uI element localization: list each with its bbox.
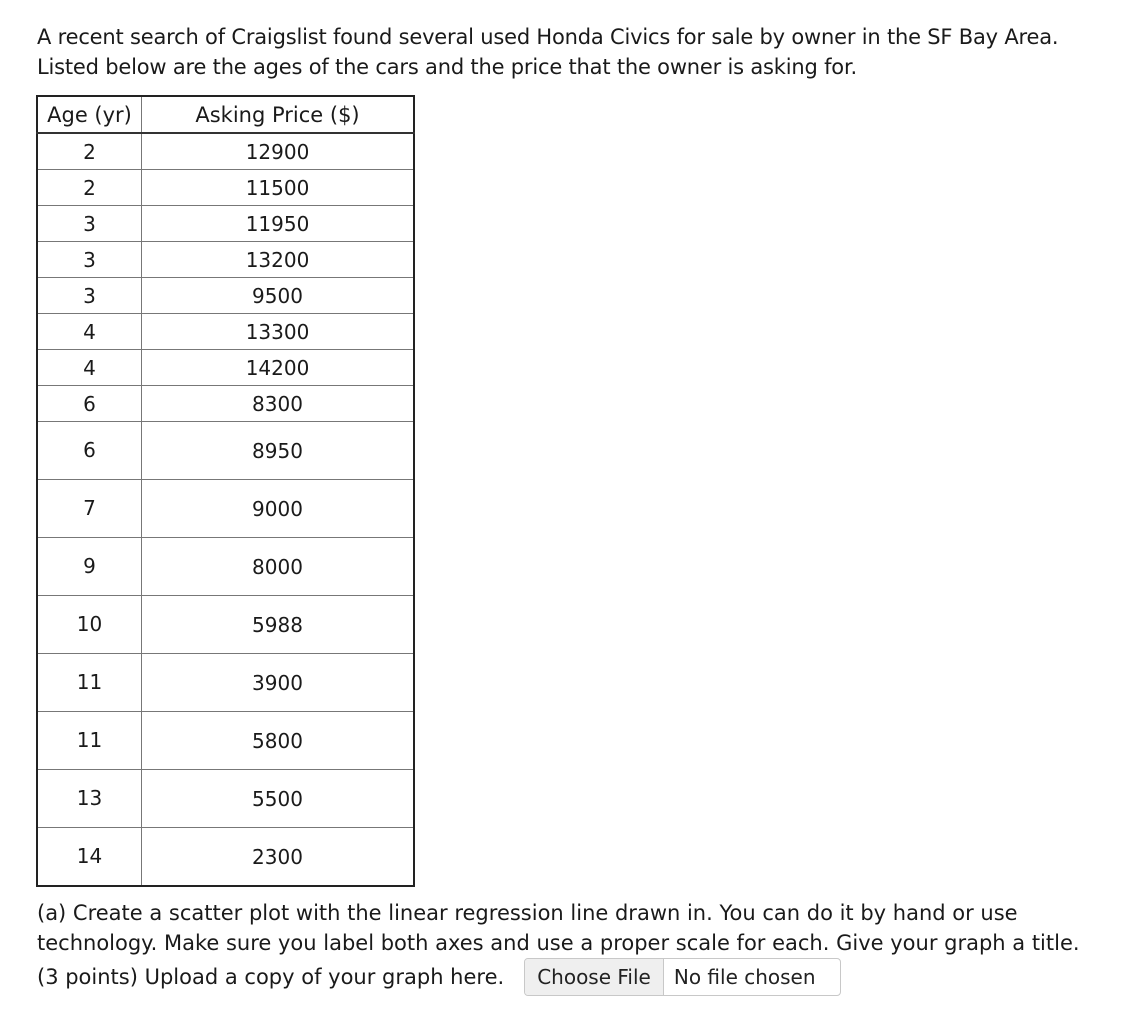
price-cell: 8950	[142, 422, 415, 480]
table-row	[37, 278, 414, 314]
price-cell: 9000	[142, 480, 415, 538]
table-row	[37, 133, 414, 170]
question-part-a	[37, 898, 1127, 958]
price-cell: 3900	[142, 654, 415, 712]
age-cell: 11	[37, 712, 142, 770]
age-cell: 4	[37, 314, 142, 350]
price-cell: 8300	[142, 386, 415, 422]
table-row	[37, 770, 414, 828]
age-cell: 2	[37, 170, 142, 206]
age-cell: 11	[37, 654, 142, 712]
table-row	[37, 170, 414, 206]
price-cell: 12900	[142, 133, 415, 170]
price-cell: 5800	[142, 712, 415, 770]
table-row	[37, 480, 414, 538]
table-row	[37, 712, 414, 770]
column-header-age: Age (yr)	[37, 96, 142, 133]
file-upload-input[interactable]	[524, 958, 840, 996]
question-line-1: (a) Create a scatter plot with the linear regression line drawn in. You can do it by hand or use	[37, 901, 1018, 925]
table-row	[37, 538, 414, 596]
table-row	[37, 596, 414, 654]
age-cell: 10	[37, 596, 142, 654]
age-cell: 6	[37, 422, 142, 480]
table-row	[37, 314, 414, 350]
age-cell: 6	[37, 386, 142, 422]
price-cell: 5988	[142, 596, 415, 654]
intro-line-1: A recent search of Craigslist found several used Honda Civics for sale by owner in the SF Bay Area.	[37, 25, 1059, 49]
problem-intro	[37, 22, 1127, 82]
table-row	[37, 654, 414, 712]
table-header-row	[37, 96, 414, 133]
table-row	[37, 242, 414, 278]
table-row	[37, 386, 414, 422]
price-cell: 11950	[142, 206, 415, 242]
upload-row	[37, 958, 841, 996]
age-cell: 4	[37, 350, 142, 386]
age-cell: 9	[37, 538, 142, 596]
price-cell: 11500	[142, 170, 415, 206]
upload-label: (3 points) Upload a copy of your graph here.	[37, 965, 505, 989]
price-cell: 2300	[142, 828, 415, 887]
table-row	[37, 828, 414, 887]
price-cell: 9500	[142, 278, 415, 314]
file-status-text: No file chosen	[673, 965, 816, 989]
age-cell: 3	[37, 242, 142, 278]
price-cell: 13200	[142, 242, 415, 278]
column-header-price: Asking Price ($)	[142, 96, 415, 133]
choose-file-button[interactable]: Choose File	[525, 959, 664, 995]
intro-line-2: Listed below are the ages of the cars and the price that the owner is asking for.	[37, 55, 857, 79]
price-cell: 13300	[142, 314, 415, 350]
price-cell: 5500	[142, 770, 415, 828]
age-cell: 3	[37, 278, 142, 314]
price-cell: 8000	[142, 538, 415, 596]
age-cell: 2	[37, 133, 142, 170]
price-cell: 14200	[142, 350, 415, 386]
age-cell: 13	[37, 770, 142, 828]
car-data-table	[36, 95, 415, 887]
age-cell: 7	[37, 480, 142, 538]
age-cell: 3	[37, 206, 142, 242]
table-row	[37, 350, 414, 386]
table-row	[37, 206, 414, 242]
age-cell: 14	[37, 828, 142, 887]
question-line-2: technology. Make sure you label both axes and use a proper scale for each. Give your graph a title.	[37, 931, 1080, 955]
table-row	[37, 422, 414, 480]
